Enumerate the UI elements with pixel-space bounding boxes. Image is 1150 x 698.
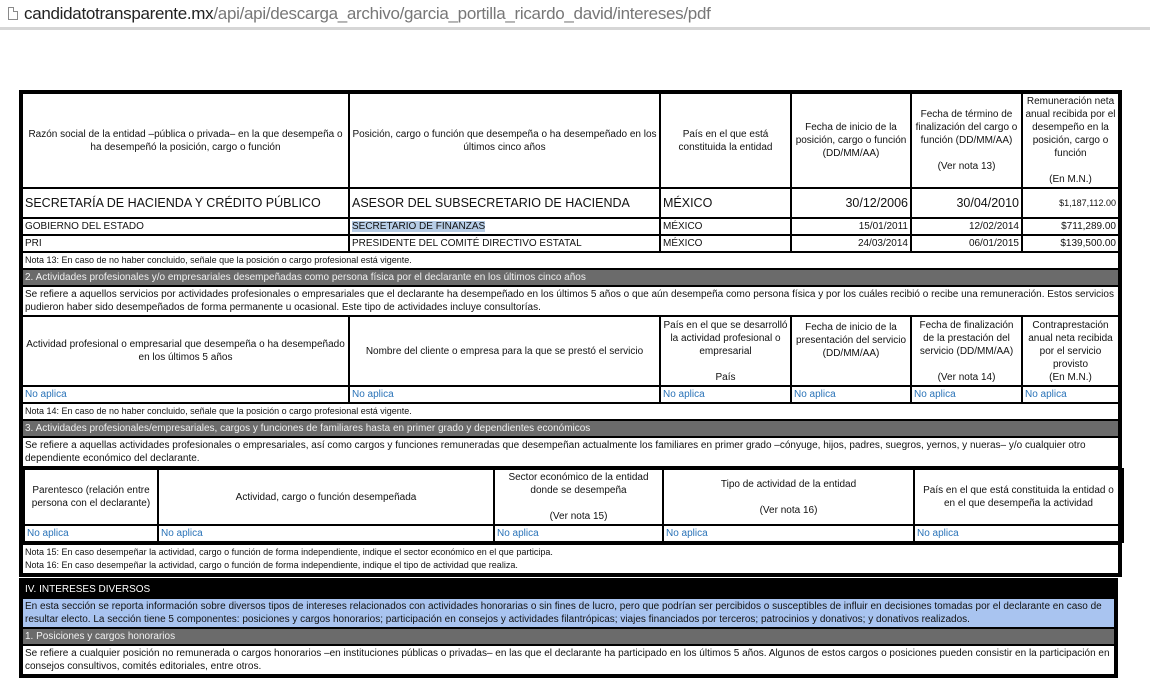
start-date-cell: 30/12/2006 [791,188,911,218]
note-13: Nota 13: En caso de no haber concluido, señale que la posición o cargo profesional está vigente. [21,252,1120,269]
positions-table [19,90,1122,577]
header-cell: Actividad profesional o empresarial que desempeña o ha desempeñado en los últimos 5 años [21,316,349,386]
table-row [21,386,1120,403]
section-2-title-row [21,269,1120,286]
subsection-description-row [21,645,1116,676]
url-host: candidatotransparente.mx [24,3,214,23]
table-header-row [21,92,1120,188]
selected-text[interactable]: SECRETARIO DE FINANZAS [352,221,486,232]
header-cell: Fecha de inicio de la presentación del servicio (DD/MM/AA) [791,316,911,386]
table-row [21,235,1120,252]
header-cell: Posición, cargo o función que desempeña o ha desempeñado en los últimos cinco años [349,92,660,188]
section-3-table-row [21,467,1120,544]
section-4-block [19,578,1118,678]
not-applicable-cell: No aplica [21,386,349,403]
subsection-1-title: 1. Posiciones y cargos honorarios [21,628,1116,645]
end-date-cell: 06/01/2015 [911,235,1022,252]
header-cell: Tipo de actividad de la entidad (Ver nota 16) [663,469,914,525]
not-applicable-cell: No aplica [663,525,914,542]
not-applicable-cell: No aplica [791,386,911,403]
section-2-description: Se refiere a aquellos servicios por actividades profesionales o empresariales que el declarante ha desempeñado en los últimos 5 años o que aún desempeña como persona física y por los cuáles recibió o recibe una remuneración. Estos servicios pudieron haber sido desempeñados de forma permanente u ocasional. Este tipo de actividades incluye consultorías. [21,286,1120,316]
note-row [21,403,1120,420]
country-cell: MÉXICO [660,218,791,235]
header-cell: Fecha de inicio de la posición, cargo o función (DD/MM/AA) [791,92,911,188]
section-3-description-row [21,437,1120,467]
position-cell: ASESOR DEL SUBSECRETARIO DE HACIENDA [349,188,660,218]
table-header-row [21,316,1120,386]
position-cell[interactable] [349,218,660,235]
section-3-title: 3. Actividades profesionales/empresariales, cargos y funciones de familiares hasta en primer grado y dependientes económicos [21,420,1120,437]
header-cell: País en el que se desarrolló la actividad profesional o empresarial País [660,316,791,386]
header-cell: Sector económico de la entidad donde se desempeña (Ver nota 15) [494,469,663,525]
family-table [23,468,1124,543]
table-row [21,218,1120,235]
header-cell: Remuneración neta anual recibida por el desempeño en la posición, cargo o función (En M.N.) [1022,92,1120,188]
country-cell: MÉXICO [660,235,791,252]
subsection-1-description: Se refiere a cualquier posición no remunerada o cargos honorarios –en instituciones públicas o privadas– en las que el declarante ha participado en los últimos 5 años. Algunos de estos cargos o posiciones pueden consistir en la participación en consejos consultivos, comités editoriales, entre otros. [21,645,1116,676]
position-cell: PRESIDENTE DEL COMITÉ DIRECTIVO ESTATAL [349,235,660,252]
table-row [24,525,1123,542]
not-applicable-cell: No aplica [24,525,158,542]
country-cell: MÉXICO [660,188,791,218]
header-cell: Fecha de finalización de la prestación del servicio (DD/MM/AA) (Ver nota 14) [911,316,1022,386]
remuneration-cell: $1,187,112.00 [1022,188,1120,218]
header-cell: Contraprestación anual neta recibida por el servicio provisto (En M.N.) [1022,316,1120,386]
page-icon [8,7,18,20]
remuneration-cell: $711,289.00 [1022,218,1120,235]
not-applicable-cell: No aplica [349,386,660,403]
address-bar[interactable] [0,0,1150,30]
header-cell: País en el que está constituida la entidad o en el que desempeña la actividad [914,469,1123,525]
end-date-cell: 30/04/2010 [911,188,1022,218]
not-applicable-cell: No aplica [494,525,663,542]
section-1-block [19,90,1118,577]
header-cell: Actividad, cargo o función desempeñada [158,469,494,525]
not-applicable-cell: No aplica [911,386,1022,403]
header-cell: Nombre del cliente o empresa para la que se prestó el servicio [349,316,660,386]
not-applicable-cell: No aplica [660,386,791,403]
not-applicable-cell: No aplica [1022,386,1120,403]
note-14: Nota 14: En caso de no haber concluido, señale que la posición o cargo profesional está vigente. [21,403,1120,420]
entity-cell: PRI [21,235,349,252]
section-4-title: IV. INTERESES DIVERSOS [21,580,1116,598]
section-4-description: En esta sección se reporta información sobre diversos tipos de intereses relacionados con actividades honorarias o sin fines de lucro, pero que podrían ser percibidos o susceptibles de influir en decisiones tomadas por el declarante en caso de resultar electo. La sección tiene 5 componentes: posiciones y cargos honorarios; participación en consejos y actividades filantrópicas; viajes financiados por terceros; patrocinios y donativos; y donativos realizados. [21,598,1116,628]
remuneration-cell: $139,500.00 [1022,235,1120,252]
section-3-description: Se refiere a aquellas actividades profesionales o empresariales, así como cargos y funciones remuneradas que desempeñan actualmente los familiares en primer grado –cónyuge, hijos, padres, suegros, yernos, y nueras– y/o cualquier otro dependiente económico del declarante. [21,437,1120,467]
subsection-title-row [21,628,1116,645]
header-cell: Fecha de término de finalización del cargo o función (DD/MM/AA) (Ver nota 13) [911,92,1022,188]
note-row [21,544,1120,575]
table-row [21,188,1120,218]
section-4-table [19,578,1118,678]
url-path: /api/api/descarga_archivo/garcia_portilla_ricardo_david/intereses/pdf [213,3,711,23]
not-applicable-cell: No aplica [914,525,1123,542]
entity-cell: GOBIERNO DEL ESTADO [21,218,349,235]
header-cell: País en el que está constituida la entidad [660,92,791,188]
note-16: Nota 16: En caso desempeñar la actividad, cargo o función de forma independiente, indique el tipo de actividad que realiza. [25,560,518,570]
end-date-cell: 12/02/2014 [911,218,1022,235]
note-row [21,252,1120,269]
note-15: Nota 15: En caso desempeñar la actividad, cargo o función de forma independiente, indique el sector económico en el que participa. [25,547,553,557]
section-4-description-row [21,598,1116,628]
section-2-title: 2. Actividades profesionales y/o empresariales desempeñadas como persona física por el declarante en los últimos cinco años [21,269,1120,286]
header-cell: Razón social de la entidad –pública o privada– en la que desempeña o ha desempeñó la posición, cargo o función [21,92,349,188]
notes-15-16 [21,544,1120,575]
section-2-description-row [21,286,1120,316]
section-3-title-row [21,420,1120,437]
start-date-cell: 24/03/2014 [791,235,911,252]
entity-cell: SECRETARÍA DE HACIENDA Y CRÉDITO PÚBLICO [21,188,349,218]
table-header-row [24,469,1123,525]
header-cell: Parentesco (relación entre persona con el declarante) [24,469,158,525]
section-4-title-row [21,580,1116,598]
start-date-cell: 15/01/2011 [791,218,911,235]
url-text[interactable] [24,4,711,24]
not-applicable-cell: No aplica [158,525,494,542]
